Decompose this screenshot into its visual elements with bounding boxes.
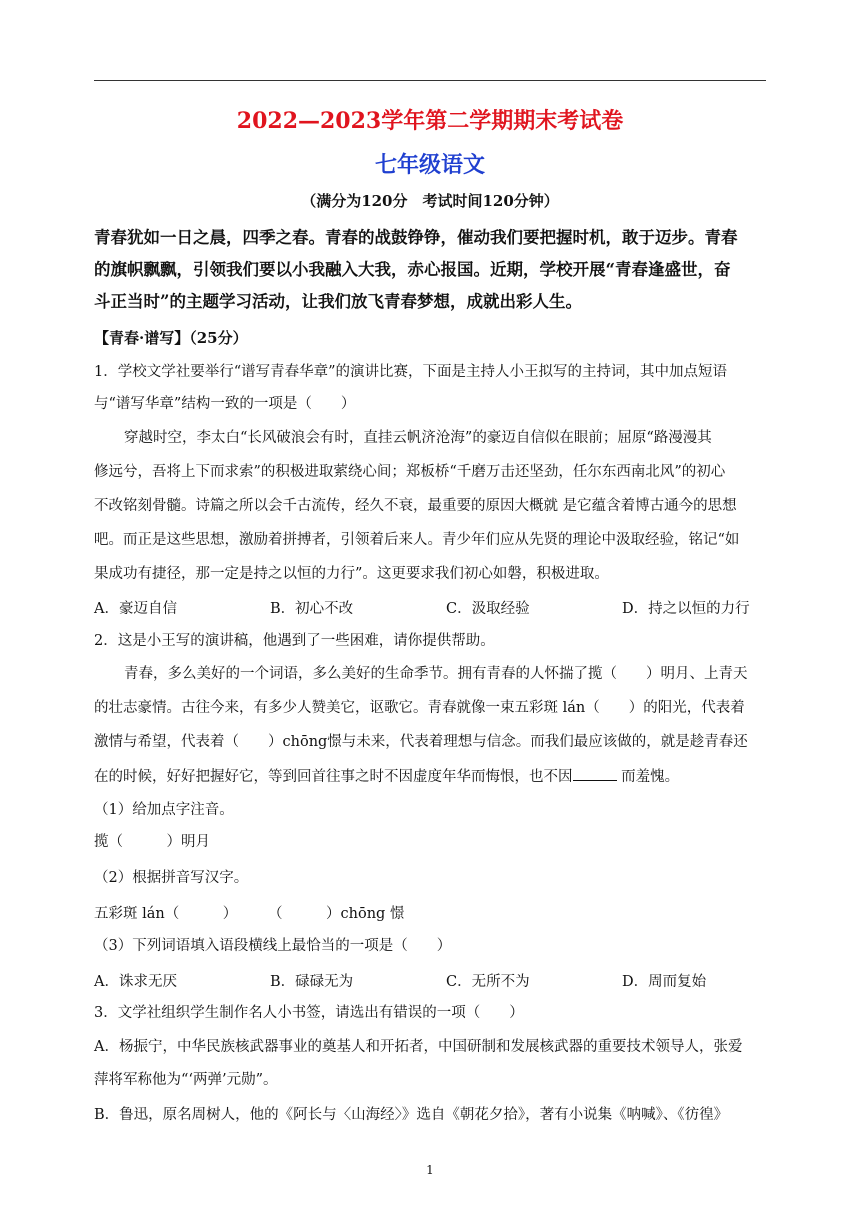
q2-passage-line xyxy=(94,766,766,787)
intro-line: 青春犹如一日之晨，四季之春。青春的战鼓铮铮，催动我们要把握时机，敢于迈步。青春 xyxy=(94,228,738,247)
q2-option-c: C．无所不为 xyxy=(446,974,530,990)
page-number: 1 xyxy=(426,1163,434,1177)
q1-option-a: A．豪迈自信 xyxy=(94,601,177,617)
intro-line: 斗正当时”的主题学习活动，让我们放飞青春梦想，成就出彩人生。 xyxy=(94,292,582,311)
q2-option-b: B．碌碌无为 xyxy=(270,974,354,990)
q2-passage-text: 而羞愧。 xyxy=(621,769,680,785)
q1-option-d: D．持之以恒的力行 xyxy=(622,601,750,617)
q1-option-c: C．汲取经验 xyxy=(446,601,530,617)
q3-option-a-line: 萍将军称他为“‘两弹’元勋”。 xyxy=(94,1072,278,1088)
q1-stem: 1．学校文学社要举行“谱写青春华章”的演讲比赛，下面是主持人小王拟写的主持词，其中加点短语 xyxy=(94,364,728,380)
q2-option-d: D．周而复始 xyxy=(622,974,707,990)
intro-line: 的旗帜飘飘，引领我们要以小我融入大我，赤心报国。近期，学校开展“青春逢盛世，奋 xyxy=(94,260,731,279)
exam-title: 2022—2023学年第二学期期末考试卷 xyxy=(236,108,624,134)
q3-option-b-line: B．鲁迅，原名周树人，他的《阿长与〈山海经〉》选自《朝花夕拾》，著有小说集《呐喊》、《彷徨》 xyxy=(94,1107,729,1123)
q1-passage-line: 修远兮，吾将上下而求索”的积极进取萦绕心间；郑板桥“千磨万击还坚劲，任尔东西南北风”的初心 xyxy=(94,464,726,480)
q2-sub2-a: 五彩斑 lán（ ） xyxy=(94,906,238,922)
q2-passage-text: 在的时候，好好把握好它，等到回首往事之时不因虚度年华而悔恨，也不因 xyxy=(94,769,573,785)
q1-passage-line: 果成功有捷径，那一定是持之以恒的力行”。这更要求我们初心如磐，积极进取。 xyxy=(94,566,609,582)
q2-sub2-b: （ ）chōng 憬 xyxy=(268,906,405,922)
q2-sub1-answer: 揽（ ）明月 xyxy=(94,834,210,850)
q2-sub1: （1）给加点字注音。 xyxy=(94,802,234,818)
q1-option-b: B．初心不改 xyxy=(270,601,354,617)
section-heading: 【青春·谱写】（25分） xyxy=(94,329,248,347)
q2-sub3: （3）下列词语填入语段横线上最恰当的一项是（ ） xyxy=(94,938,452,954)
q2-passage-line: 青春，多么美好的一个词语，多么美好的生命季节。拥有青春的人怀揣了揽（ ）明月、上青天 xyxy=(124,666,748,682)
q2-passage-line: 的壮志豪情。古往今来，有多少人赞美它，讴歌它。青春就像一束五彩斑 lán（ ）的阳光，代表着 xyxy=(94,700,745,716)
exam-subtitle: 七年级语文 xyxy=(374,152,485,178)
q1-passage-line: 穿越时空，李太白“长风破浪会有时，直挂云帆济沧海”的豪迈自信似在眼前；屈原“路漫漫其 xyxy=(124,430,712,446)
q1-passage-line: 吧。而正是这些思想，激励着拼搏者，引领着后来人。青少年们应从先贤的理论中汲取经验，铭记“如 xyxy=(94,532,740,548)
fill-blank[interactable] xyxy=(573,766,617,781)
q1-stem: 与“谱写华章”结构一致的一项是（ ） xyxy=(94,396,356,412)
q2-sub2: （2）根据拼音写汉字。 xyxy=(94,870,249,886)
exam-meta: （满分为120分 考试时间120分钟） xyxy=(301,192,559,210)
q2-option-a: A．诛求无厌 xyxy=(94,974,177,990)
q3-option-a-line: A．杨振宁，中华民族核武器事业的奠基人和开拓者，中国研制和发展核武器的重要技术领导人，张爱 xyxy=(94,1039,743,1055)
header-rule xyxy=(94,80,766,81)
q2-stem: 2．这是小王写的演讲稿，他遇到了一些困难，请你提供帮助。 xyxy=(94,633,495,649)
q2-passage-line: 激情与希望，代表着（ ）chōng憬与未来，代表着理想与信念。而我们最应该做的，就是趁青春还 xyxy=(94,734,748,750)
q1-passage-line: 不改铭刻骨髓。诗篇之所以会千古流传，经久不衰，最重要的原因大概就 是它蕴含着博古通今的思想 xyxy=(94,498,737,514)
q3-stem: 3．文学社组织学生制作名人小书签，请选出有错误的一项（ ） xyxy=(94,1005,524,1021)
